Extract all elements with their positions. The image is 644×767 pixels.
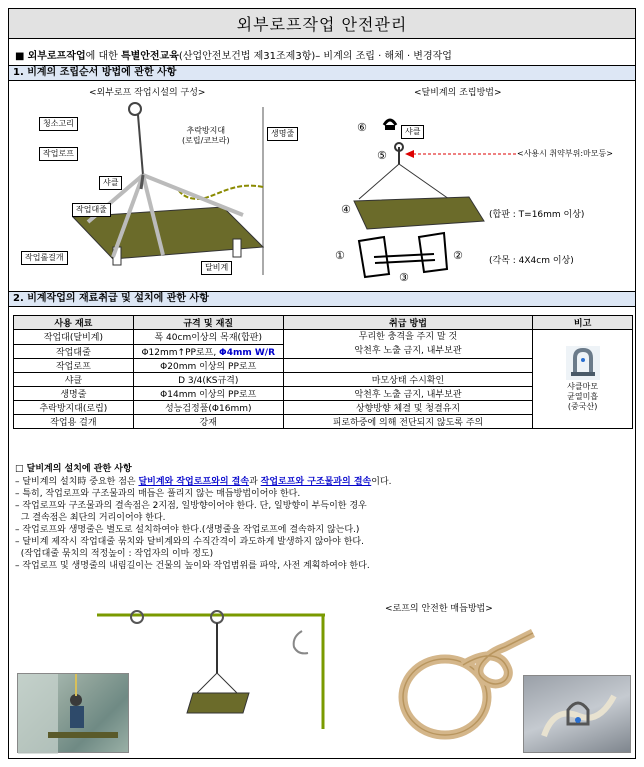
notes-line: – 작업로프와 생명줄은 별도로 설치하여야 한다.(생명줄을 작업로프에 결속하지 않는다.) xyxy=(15,525,360,535)
intro-bullet: ■ xyxy=(15,51,28,62)
worker-photo xyxy=(17,673,129,753)
label-lifeline: 생명줄 xyxy=(267,127,298,141)
section-1-heading: 1. 비계의 조립순서 방법에 관한 사항 xyxy=(9,65,635,81)
installation-notes xyxy=(15,463,631,572)
cell-spec xyxy=(133,344,283,359)
intro-rest: (산업안전보건법 제31조제3항)– 비계의 조립 · 해체 · 변경작업 xyxy=(178,51,452,62)
cell-spec: 강재 xyxy=(133,415,283,429)
label-work-strap: 작업대줄 xyxy=(72,203,111,217)
left-diagram-caption: <외부로프 작업시설의 구성> xyxy=(89,88,206,98)
notes-text: – 달비계의 설치時 중요한 점은 xyxy=(15,477,139,487)
label-bottom-ring: 작업롤걸개 xyxy=(21,251,68,265)
right-diagram-caption: <달비계의 조립방법> xyxy=(414,88,502,98)
label-shackle-right: 샤클 xyxy=(401,125,424,139)
notes-heading: □ 달비계의 설치에 관한 사항 xyxy=(15,464,132,474)
col-method: 취급 방법 xyxy=(283,316,533,330)
shackle-photo-icon xyxy=(566,346,600,380)
notes-line: – 달비계 제작시 작업대줄 묶치와 달비계와의 수직간격이 과도하게 발생하지 않아야 한다. xyxy=(15,537,364,547)
document-page xyxy=(8,8,636,759)
label-hook: 청소고리 xyxy=(39,117,78,131)
weak-point-note: <사용시 취약부위:마모등> xyxy=(517,149,613,158)
notes-text: 이다. xyxy=(371,477,392,487)
document-title: 외부로프작업 안전관리 xyxy=(9,9,635,39)
section-2-heading: 2. 비계작업의 재료취급 및 설치에 관한 사항 xyxy=(9,291,635,307)
cell-method: 상향방향 체결 및 청결유지 xyxy=(283,401,533,415)
num-5: ⑤ xyxy=(377,149,387,162)
notes-line: (작업대줄 묶치의 적정높이 : 작업자의 이마 정도) xyxy=(15,549,214,559)
num-3: ③ xyxy=(399,271,409,284)
cell-spec: 폭 40cm이상의 목재(합판) xyxy=(133,330,283,345)
num-1: ① xyxy=(335,249,345,262)
cell-spec: Φ20mm 이상의 PP로프 xyxy=(133,359,283,373)
col-remark: 비고 xyxy=(533,316,633,330)
cell-material: 작업대줄 xyxy=(14,344,134,359)
cell-material: 작업용 걸개 xyxy=(14,415,134,429)
cell-material: 작업로프 xyxy=(14,359,134,373)
label-work-rope: 작업로프 xyxy=(39,147,78,161)
cell-remark xyxy=(533,330,633,429)
notes-emphasis: 작업로프와 구조물과의 결속 xyxy=(260,477,372,487)
cell-method xyxy=(283,330,533,359)
num-2: ② xyxy=(453,249,463,262)
cell-material: 작업대(달비계) xyxy=(14,330,134,345)
spec-part-blue: Φ4mm W/R xyxy=(219,347,275,358)
intro-bold-1: 외부로프작업 xyxy=(27,51,86,62)
rope-anchor-diagram xyxy=(97,601,327,731)
cell-method: 피로하중에 의해 전단되지 않도록 주의 xyxy=(283,415,533,429)
col-material: 사용 재료 xyxy=(14,316,134,330)
num-6: ⑥ xyxy=(357,121,367,134)
notes-line: – 특히, 작업로프와 구조물과의 매듭은 풀리지 않는 매듭방법이어야 한다. xyxy=(15,489,301,499)
cell-method: 악천후 노출 금지, 내부보관 xyxy=(283,387,533,401)
num-4: ④ xyxy=(341,203,351,216)
arrow-icon xyxy=(405,149,519,159)
label-shackle: 샤클 xyxy=(99,176,122,190)
shackle-icon xyxy=(524,676,632,754)
remark-text: 샤클마모 균열미흡 (중국산) xyxy=(567,382,599,411)
col-spec: 규격 및 재질 xyxy=(133,316,283,330)
notes-line: 그 결속점은 최단의 거리이어야 한다. xyxy=(15,513,166,523)
worker-figure-icon xyxy=(18,674,130,754)
intro-line xyxy=(15,47,452,62)
method-line: 악천후 노출 금지, 내부보관 xyxy=(354,346,462,356)
cell-material: 생명줄 xyxy=(14,387,134,401)
intro-bold-2: 특별안전교육 xyxy=(120,51,179,62)
cell-spec: D 3/4(KS규격) xyxy=(133,373,283,387)
table-row xyxy=(14,330,633,345)
method-line: 무리한 충격을 주지 말 것 xyxy=(358,332,458,342)
cell-method xyxy=(283,359,533,373)
notes-line xyxy=(15,476,631,488)
notes-line: – 작업로프 및 생명줄의 내림길이는 건물의 높이와 작업범위를 파악, 사전 계획하여야 한다. xyxy=(15,561,370,571)
notes-text: 과 xyxy=(249,477,261,487)
label-platform: 달비계 xyxy=(201,261,232,275)
cell-method: 마모상태 수시확인 xyxy=(283,373,533,387)
shackle-knot-photo xyxy=(523,675,631,753)
knot-caption: <로프의 안전한 매듭방법> xyxy=(385,604,493,614)
cell-material: 추락방지대(로립) xyxy=(14,401,134,415)
cell-material: 샤클 xyxy=(14,373,134,387)
spec-part: Φ12mm↑PP로프, xyxy=(141,347,220,358)
notes-line: – 작업로프와 구조물과의 결속점은 2지점, 일방향이어야 한다. 단, 일방향이 부득이한 경우 xyxy=(15,501,367,511)
table-header-row xyxy=(14,316,633,330)
notes-emphasis: 달비계와 작업로프와의 결속 xyxy=(138,477,250,487)
materials-table xyxy=(13,315,633,429)
intro-mid: 에 대한 xyxy=(85,51,121,62)
plank-spec: (합판 : T=16mm 이상) xyxy=(489,210,585,220)
label-fall-arrest: 추락방지대 (로립/코브라) xyxy=(182,126,230,145)
cell-spec: Φ14mm 이상의 PP로프 xyxy=(133,387,283,401)
cell-spec: 성능검정품(Φ16mm) xyxy=(133,401,283,415)
square-spec: (각목 : 4X4cm 이상) xyxy=(489,256,574,266)
rope-knot-illustration xyxy=(393,615,543,750)
